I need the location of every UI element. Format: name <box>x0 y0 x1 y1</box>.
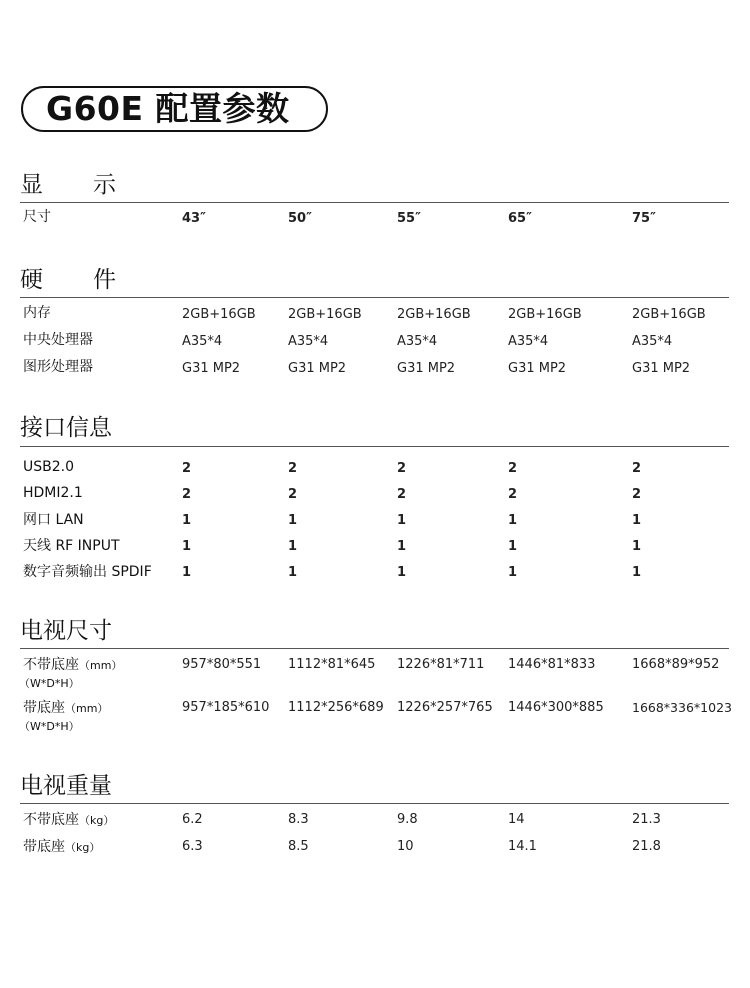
cell-usb-43: 2 <box>182 461 192 476</box>
cell-memory-43: 2GB+16GB <box>182 307 256 322</box>
cell-dim-nostand-43: 957*80*551 <box>182 657 262 672</box>
cell-weight-stand-55: 10 <box>397 839 414 854</box>
row-label-memory: 内存 <box>23 305 51 321</box>
cell-spdif-55: 1 <box>397 565 407 580</box>
row-label-no-stand-weight-text: 不带底座 <box>23 812 79 828</box>
cell-weight-stand-75: 21.8 <box>632 839 661 854</box>
row-sublabel-stand-dim: （W*D*H） <box>19 720 80 733</box>
cell-dim-stand-43: 957*185*610 <box>182 700 270 715</box>
cell-usb-65: 2 <box>508 461 518 476</box>
cell-cpu-43: A35*4 <box>182 334 223 349</box>
cell-rf-43: 1 <box>182 539 192 554</box>
divider-weight <box>20 803 729 804</box>
cell-hdmi-50: 2 <box>288 487 298 502</box>
row-label-stand-weight <box>23 838 100 857</box>
row-label-stand-weight-unit: （kg） <box>65 841 101 854</box>
cell-dim-nostand-75: 1668*89*952 <box>632 657 720 672</box>
cell-dim-stand-50: 1112*256*689 <box>288 700 384 715</box>
cell-gpu-43: G31 MP2 <box>182 361 241 376</box>
cell-gpu-50: G31 MP2 <box>288 361 347 376</box>
cell-spdif-65: 1 <box>508 565 518 580</box>
column-header-43: 43″ <box>182 211 206 226</box>
row-label-gpu: 图形处理器 <box>23 359 93 375</box>
row-label-no-stand-dim <box>23 656 122 675</box>
cell-cpu-55: A35*4 <box>397 334 438 349</box>
cell-gpu-75: G31 MP2 <box>632 361 691 376</box>
row-label-hdmi: HDMI2.1 <box>23 485 83 501</box>
divider-hardware <box>20 297 729 298</box>
cell-lan-75: 1 <box>632 513 642 528</box>
cell-cpu-50: A35*4 <box>288 334 329 349</box>
cell-gpu-55: G31 MP2 <box>397 361 456 376</box>
cell-weight-nostand-55: 9.8 <box>397 812 418 827</box>
row-label-size: 尺寸 <box>23 209 51 225</box>
row-label-no-stand-weight-unit: （kg） <box>79 814 115 827</box>
cell-hdmi-55: 2 <box>397 487 407 502</box>
column-header-55: 55″ <box>397 211 421 226</box>
divider-dimensions <box>20 648 729 649</box>
section-title-dimensions: 电视尺寸 <box>20 618 112 644</box>
cell-weight-nostand-75: 21.3 <box>632 812 661 827</box>
row-label-rf-input: 天线 RF INPUT <box>23 538 120 554</box>
row-label-spdif: 数字音频输出 SPDIF <box>23 564 152 580</box>
cell-hdmi-65: 2 <box>508 487 518 502</box>
cell-gpu-65: G31 MP2 <box>508 361 567 376</box>
row-label-cpu: 中央处理器 <box>23 332 93 348</box>
column-header-75: 75″ <box>632 211 656 226</box>
divider-display <box>20 202 729 203</box>
row-label-lan: 网口 LAN <box>23 512 84 528</box>
cell-usb-50: 2 <box>288 461 298 476</box>
cell-dim-nostand-50: 1112*81*645 <box>288 657 376 672</box>
cell-dim-stand-75: 1668*336*1023 <box>632 700 732 715</box>
cell-cpu-75: A35*4 <box>632 334 673 349</box>
row-label-stand-dim <box>23 699 108 718</box>
cell-cpu-65: A35*4 <box>508 334 549 349</box>
cell-rf-65: 1 <box>508 539 518 554</box>
cell-memory-55: 2GB+16GB <box>397 307 471 322</box>
section-title-weight: 电视重量 <box>20 773 112 799</box>
cell-dim-stand-65: 1446*300*885 <box>508 700 604 715</box>
page-title: G60E 配置参数 <box>46 89 290 128</box>
cell-memory-65: 2GB+16GB <box>508 307 582 322</box>
cell-dim-stand-55: 1226*257*765 <box>397 700 493 715</box>
cell-memory-75: 2GB+16GB <box>632 307 706 322</box>
column-header-65: 65″ <box>508 211 532 226</box>
cell-weight-stand-65: 14.1 <box>508 839 537 854</box>
cell-spdif-75: 1 <box>632 565 642 580</box>
cell-rf-75: 1 <box>632 539 642 554</box>
cell-spdif-43: 1 <box>182 565 192 580</box>
cell-usb-55: 2 <box>397 461 407 476</box>
section-title-interfaces: 接口信息 <box>20 415 112 441</box>
cell-usb-75: 2 <box>632 461 642 476</box>
cell-rf-55: 1 <box>397 539 407 554</box>
cell-dim-nostand-55: 1226*81*711 <box>397 657 485 672</box>
cell-weight-nostand-43: 6.2 <box>182 812 203 827</box>
row-label-stand-dim-text: 带底座 <box>23 700 65 716</box>
row-label-stand-dim-unit: （mm） <box>65 702 109 715</box>
row-sublabel-no-stand-dim: （W*D*H） <box>19 677 80 690</box>
section-title-hardware: 硬件 <box>20 267 166 293</box>
row-label-stand-weight-text: 带底座 <box>23 839 65 855</box>
cell-lan-55: 1 <box>397 513 407 528</box>
row-label-no-stand-dim-text: 不带底座 <box>23 657 79 673</box>
row-label-usb: USB2.0 <box>23 459 75 475</box>
cell-weight-stand-43: 6.3 <box>182 839 203 854</box>
cell-lan-50: 1 <box>288 513 298 528</box>
cell-hdmi-75: 2 <box>632 487 642 502</box>
cell-weight-nostand-65: 14 <box>508 812 525 827</box>
cell-memory-50: 2GB+16GB <box>288 307 362 322</box>
cell-weight-stand-50: 8.5 <box>288 839 309 854</box>
section-title-display: 显示 <box>20 172 166 198</box>
divider-interfaces <box>20 446 729 447</box>
cell-dim-nostand-65: 1446*81*833 <box>508 657 596 672</box>
cell-lan-65: 1 <box>508 513 518 528</box>
cell-weight-nostand-50: 8.3 <box>288 812 309 827</box>
cell-rf-50: 1 <box>288 539 298 554</box>
cell-spdif-50: 1 <box>288 565 298 580</box>
row-label-no-stand-weight <box>23 811 114 830</box>
column-header-50: 50″ <box>288 211 312 226</box>
cell-hdmi-43: 2 <box>182 487 192 502</box>
row-label-no-stand-dim-unit: （mm） <box>79 659 123 672</box>
cell-lan-43: 1 <box>182 513 192 528</box>
